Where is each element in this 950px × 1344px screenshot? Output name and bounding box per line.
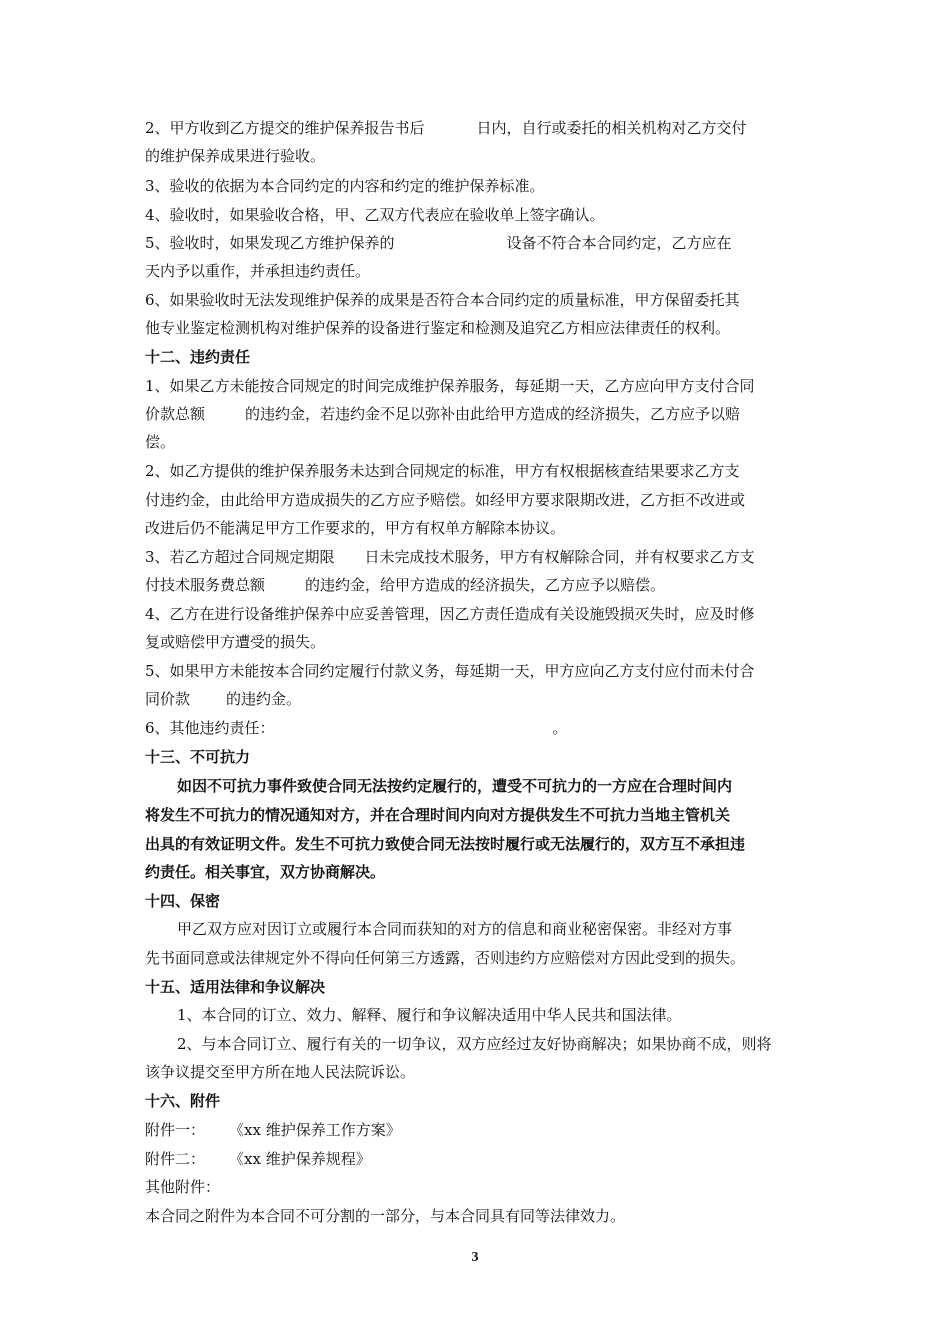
paragraph-line: 该争议提交至甲方所在地人民法院诉讼。 <box>145 1063 416 1081</box>
paragraph-line <box>145 718 815 738</box>
section-heading: 十六、附件 <box>145 1092 221 1110</box>
text-segment: 3、若乙方超过合同规定期限 <box>145 548 335 566</box>
paragraph-line: 3、验收的依据为本合同约定的内容和约定的维护保养标准。 <box>145 177 545 195</box>
paragraph-line: 偿。 <box>145 433 176 451</box>
paragraph-line: 本合同之附件为本合同不可分割的一部分，与本合同具有同等法律效力。 <box>145 1207 626 1225</box>
text-segment: 同价款 <box>145 690 191 708</box>
text-segment: 付技术服务费总额 <box>145 576 266 594</box>
attachment-title: 《xx 维护保养工作方案》 <box>229 1121 401 1139</box>
paragraph-line <box>145 233 815 253</box>
paragraph-line: 复或赔偿甲方遭受的损失。 <box>145 633 326 651</box>
paragraph-line: 天内予以重作，并承担违约责任。 <box>145 262 371 280</box>
page-number: 3 <box>471 1250 479 1265</box>
paragraph-line <box>145 404 815 424</box>
text-segment: 。 <box>552 719 568 737</box>
attachment-line <box>145 1149 815 1169</box>
paragraph-line: 2、与本合同订立、履行有关的一切争议，双方应经过友好协商解决；如果协商不成，则将 <box>177 1035 772 1053</box>
paragraph-line: 4、乙方在进行设备维护保养中应妥善管理，因乙方责任造成有关设施毁损灭失时，应及时修 <box>145 605 755 623</box>
paragraph-line: 改进后仍不能满足甲方工作要求的，甲方有权单方解除本协议。 <box>145 519 566 537</box>
paragraph-line: 如因不可抗力事件致使合同无法按约定履行的，遭受不可抗力的一方应在合理时间内 <box>177 777 733 795</box>
paragraph-line: 出具的有效证明文件。发生不可抗力致使合同无法按时履行或无法履行的，双方互不承担违 <box>145 835 746 853</box>
attachment-label: 附件二： <box>145 1150 206 1168</box>
paragraph-line <box>145 575 815 595</box>
text-segment: 日内，自行或委托的相关机构对乙方交付 <box>476 119 747 137</box>
paragraph-line: 6、如果验收时无法发现维护保养的成果是否符合本合同约定的质量标准，甲方保留委托其 <box>145 291 740 309</box>
attachment-line <box>145 1120 815 1140</box>
paragraph-line: 的维护保养成果进行验收。 <box>145 147 326 165</box>
text-segment: 的违约金，给甲方造成的经济损失，乙方应予以赔偿。 <box>305 576 666 594</box>
paragraph-line: 2、如乙方提供的维护保养服务未达到合同规定的标准，甲方有权根据核查结果要求乙方支 <box>145 462 740 480</box>
paragraph-line: 4、验收时，如果验收合格，甲、乙双方代表应在验收单上签字确认。 <box>145 206 605 224</box>
section-heading: 十二、违约责任 <box>145 348 251 366</box>
text-segment: 设备不符合本合同约定，乙方应在 <box>506 234 732 252</box>
section-heading: 十四、保密 <box>145 892 221 910</box>
paragraph-line: 1、本合同的订立、效力、解释、履行和争议解决适用中华人民共和国法律。 <box>177 1006 682 1024</box>
section-heading: 十五、适用法律和争议解决 <box>145 978 326 996</box>
attachment-title: 《xx 维护保养规程》 <box>229 1150 371 1168</box>
paragraph-line: 5、如果甲方未能按本合同约定履行付款义务，每延期一天，甲方应向乙方支付应付而未付合 <box>145 662 755 680</box>
text-segment: 日未完成技术服务，甲方有权解除合同，并有权要求乙方支 <box>364 548 755 566</box>
paragraph-line: 甲乙双方应对因订立或履行本合同而获知的对方的信息和商业秘密保密。非经对方事 <box>177 920 733 938</box>
section-heading: 十三、不可抗力 <box>145 748 251 766</box>
text-segment: 6、其他违约责任： <box>145 719 275 737</box>
text-segment: 的违约金，若违约金不足以弥补由此给甲方造成的经济损失，乙方应予以赔 <box>245 405 741 423</box>
paragraph-line: 先书面同意或法律规定外不得向任何第三方透露，否则违约方应赔偿对方因此受到的损失。 <box>145 949 746 967</box>
text-segment: 的违约金。 <box>226 690 302 708</box>
paragraph-line <box>145 118 815 138</box>
paragraph-line <box>145 547 815 567</box>
paragraph-line <box>145 689 815 709</box>
paragraph-line: 将发生不可抗力的情况通知对方，并在合理时间内向对方提供发生不可抗力当地主管机关 <box>145 806 731 824</box>
paragraph-line: 他专业鉴定检测机构对维护保养的设备进行鉴定和检测及追究乙方相应法律责任的权利。 <box>145 319 731 337</box>
attachment-label: 附件一： <box>145 1121 206 1139</box>
text-segment: 5、验收时，如果发现乙方维护保养的 <box>145 234 395 252</box>
paragraph-line: 1、如果乙方未能按合同规定的时间完成维护保养服务，每延期一天，乙方应向甲方支付合同 <box>145 377 755 395</box>
paragraph-line: 其他附件： <box>145 1178 221 1196</box>
text-segment: 价款总额 <box>145 405 206 423</box>
text-segment: 2、甲方收到乙方提交的维护保养报告书后 <box>145 119 425 137</box>
paragraph-line: 约责任。相关事宜，双方协商解决。 <box>145 863 386 881</box>
paragraph-line: 付违约金，由此给甲方造成损失的乙方应予赔偿。如经甲方要求限期改进，乙方拒不改进或 <box>145 491 746 509</box>
